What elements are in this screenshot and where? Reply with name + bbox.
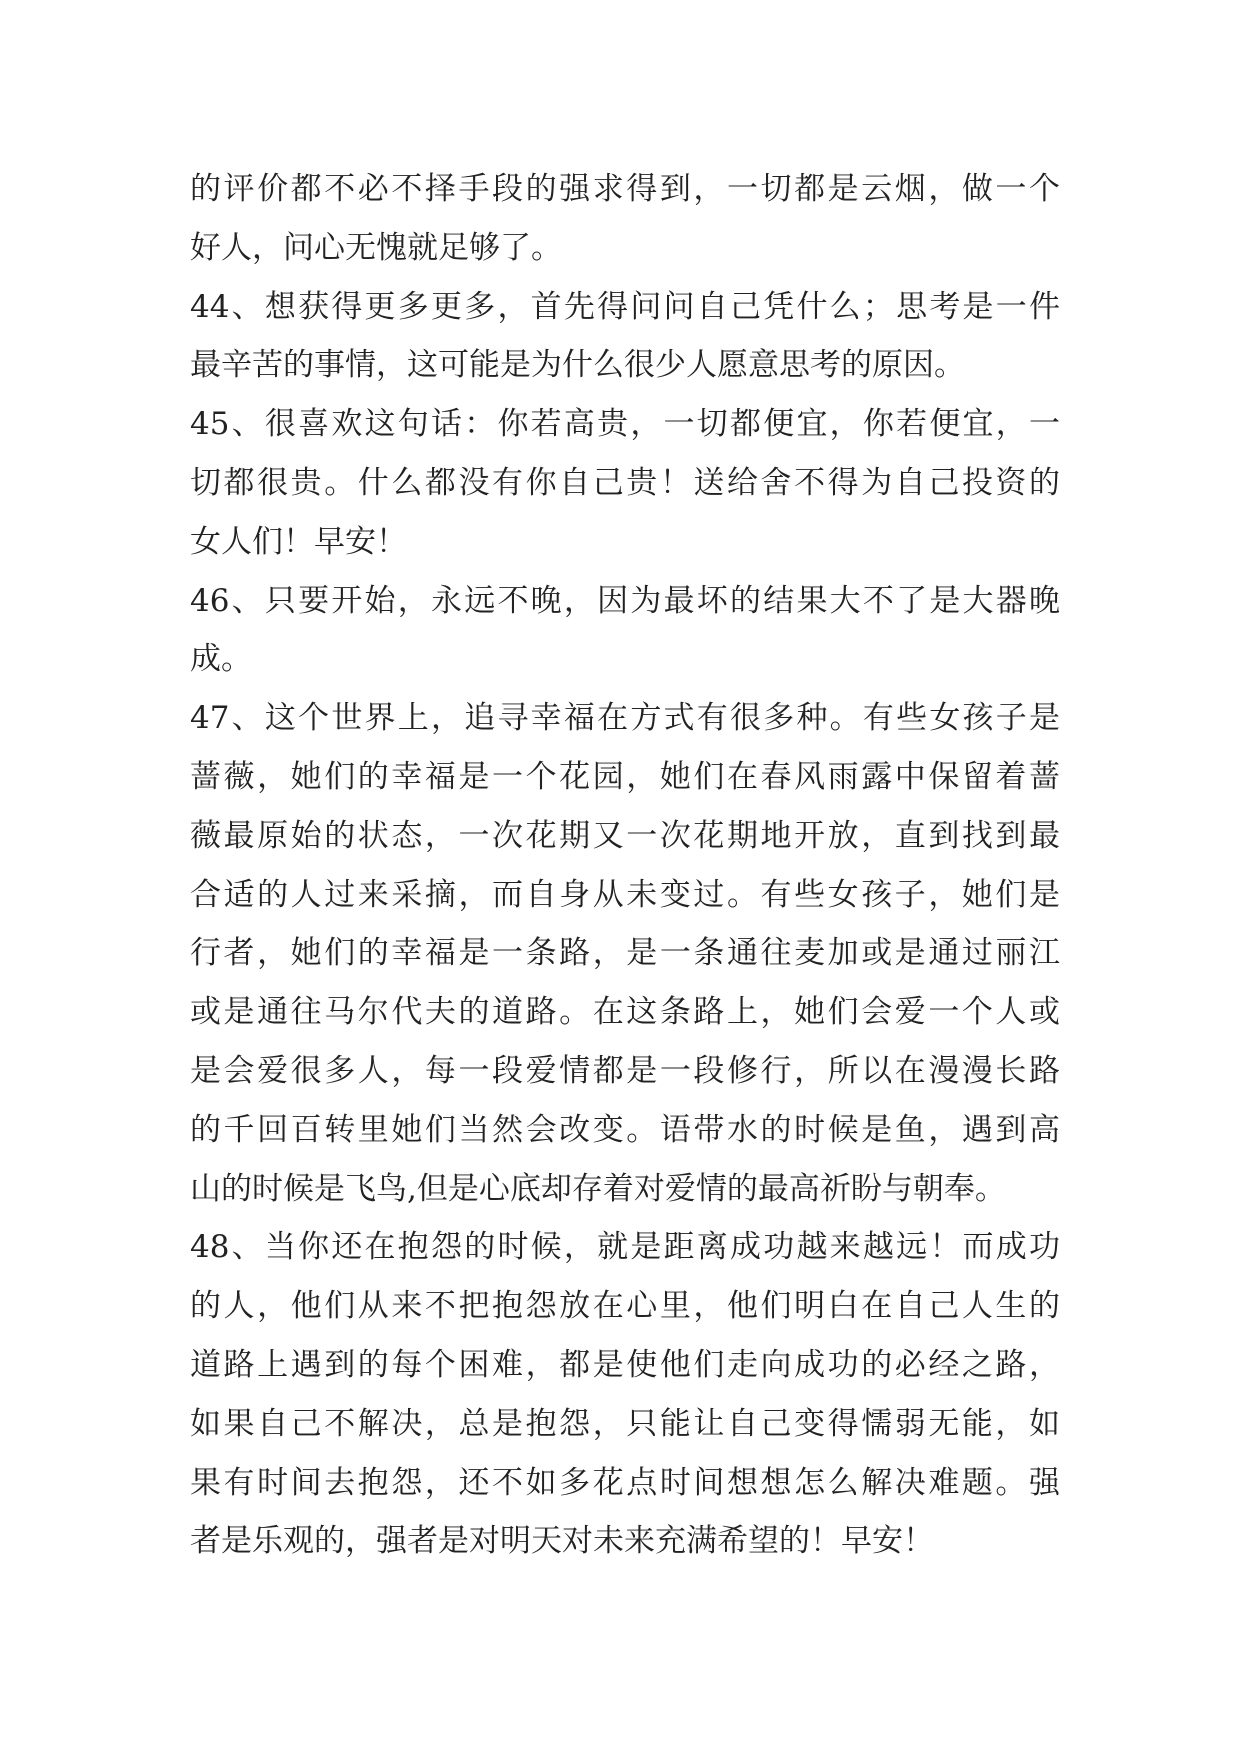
text-line: 的评价都不必不择手段的强求得到，一切都是云烟，做一个 (190, 171, 1060, 207)
body-text (190, 160, 1060, 1571)
text-line: 者是乐观的，强者是对明天对未来充满希望的！早安！ (190, 1523, 934, 1560)
text-line: 45、很喜欢这句话：你若高贵，一切都便宜，你若便宜，一 (190, 406, 1060, 443)
text-line: 最辛苦的事情，这可能是为什么很少人愿意思考的原因。 (190, 347, 965, 384)
text-line: 44、想获得更多更多，首先得问问自己凭什么；思考是一件 (190, 288, 1060, 325)
text-line: 合适的人过来采摘，而自身从未变过。有些女孩子，她们是 (190, 876, 1060, 913)
text-line: 女人们！早安！ (190, 523, 407, 560)
text-line: 如果自己不解决，总是抱怨，只能让自己变得懦弱无能，如 (190, 1405, 1060, 1442)
text-line: 山的时候是飞鸟,但是心底却存着对爱情的最高祈盼与朝奉。 (190, 1170, 1006, 1207)
text-line: 切都很贵。什么都没有你自己贵！送给舍不得为自己投资的 (190, 464, 1060, 501)
text-line: 的人，他们从来不把抱怨放在心里，他们明白在自己人生的 (190, 1288, 1060, 1325)
text-line: 好人，问心无愧就足够了。 (190, 229, 562, 266)
text-line: 果有时间去抱怨，还不如多花点时间想想怎么解决难题。强 (190, 1464, 1060, 1501)
text-line: 的千回百转里她们当然会改变。语带水的时候是鱼，遇到高 (190, 1111, 1060, 1148)
text-line: 薇最原始的状态，一次花期又一次花期地开放，直到找到最 (190, 817, 1060, 854)
text-line: 47、这个世界上，追寻幸福在方式有很多种。有些女孩子是 (190, 700, 1060, 737)
text-line: 是会爱很多人，每一段爱情都是一段修行，所以在漫漫长路 (190, 1052, 1060, 1089)
text-line: 蔷薇，她们的幸福是一个花园，她们在春风雨露中保留着蔷 (190, 758, 1060, 795)
text-line: 46、只要开始，永远不晚，因为最坏的结果大不了是大器晚 (190, 582, 1060, 619)
text-line: 48、当你还在抱怨的时候，就是距离成功越来越远！而成功 (190, 1229, 1060, 1266)
text-line: 或是通往马尔代夫的道路。在这条路上，她们会爱一个人或 (190, 994, 1060, 1031)
text-line: 行者，她们的幸福是一条路，是一条通往麦加或是通过丽江 (190, 935, 1060, 972)
text-line: 道路上遇到的每个困难，都是使他们走向成功的必经之路， (190, 1346, 1060, 1383)
text-line: 成。 (190, 641, 252, 678)
